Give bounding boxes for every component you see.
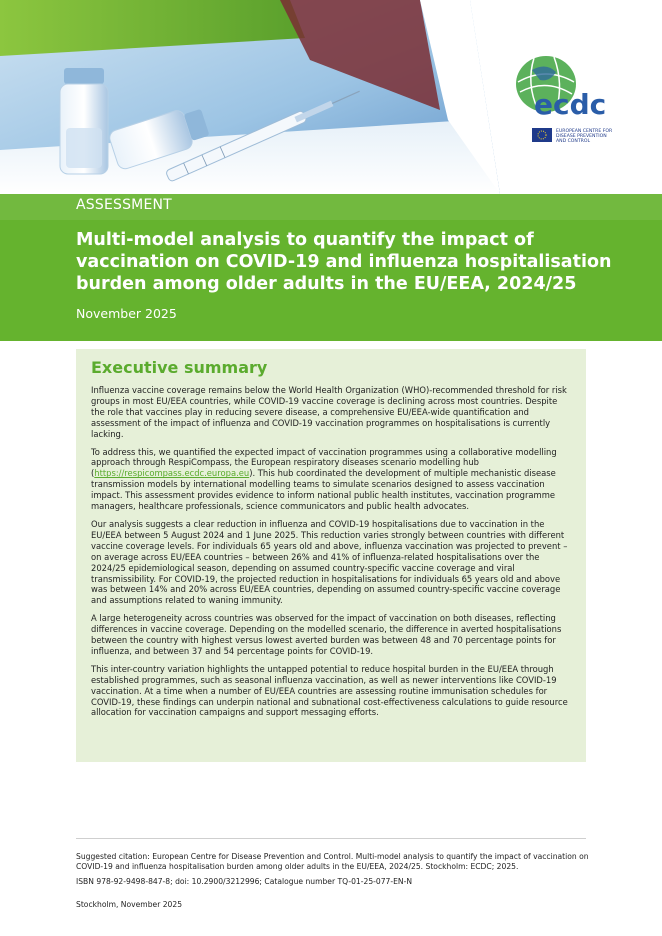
- ecdc-globe-icon: [512, 52, 620, 148]
- ecdc-logo: [512, 52, 620, 148]
- summary-paragraph-5: This inter-country variation highlights the untapped potential to reduce hospital burden in the EU/EEA through established programmes, such as seasonal influenza vaccination, as well as newer interventions like COVID-19 vaccination. At a time when a number of EU/EEA countries are assessing routine immunisation schedules for COVID-19, these findings can underpin national and subnational cost-effectiveness calculations to guide resource allocation for vaccination campaigns and support messaging efforts.: [91, 663, 568, 718]
- executive-summary-heading: Executive summary: [91, 358, 268, 377]
- svg-text:DISEASE PREVENTION: DISEASE PREVENTION: [556, 134, 607, 139]
- summary-paragraph-2-end: ). This hub coordinated the development of multiple mechanistic disease transmission models by international modelling teams to simulate scenarios designed to assess vaccination impact. This assessment provides evidence to inform national public health institutes, vaccination programme managers, healthcare professionals, science communicators and public health advocates.: [91, 468, 556, 512]
- summary-paragraph-4: A large heterogeneity across countries was observed for the impact of vaccination on both diseases, reflecting differences in vaccine coverage. Depending on the modelled scenario, the difference in averted hospitalisations between the country with highest versus lowest averted burden was between 48 and 70 percentage points for influenza, and between 37 and 54 percentage points for COVID-19.: [91, 613, 562, 656]
- place-date-line: Stockholm, November 2025: [76, 900, 183, 909]
- cover-image: [0, 0, 662, 194]
- document-category: ASSESSMENT: [76, 197, 172, 213]
- svg-text:ecdc: ecdc: [534, 88, 607, 121]
- summary-paragraph-3: Our analysis suggests a clear reduction in influenza and COVID-19 hospitalisations due to vaccination in the EU/EEA between 5 August 2024 and 1 June 2025. This reduction varies strongly between countries with different vaccine coverage levels. For individuals 65 years old and above, influenza vaccination was projected to prevent – on average across EU/EEA countries – between 26% and 41% of influenza-related hospitalisations over the 2024/25 epidemiological season, depending on assumed country-specific vaccine coverage and viral transmissibility. For COVID-19, the projected reduction in hospitalisations for individuals 65 years old and above was between 14% and 20% across EU/EEA countries, depending on assumed country-specific vaccine coverage and assumptions related to waning immunity.: [91, 518, 568, 606]
- summary-paragraph-2: [91, 447, 572, 512]
- respicompass-link[interactable]: https://respicompass.ecdc.europa.eu: [94, 468, 250, 479]
- svg-text:AND CONTROL: AND CONTROL: [556, 139, 591, 144]
- summary-paragraph-1: Influenza vaccine coverage remains below the World Health Organization (WHO)-recommended threshold for risk groups in most EU/EEA countries, while COVID-19 vaccine coverage is declining across most countries. Despite the role that vaccines play in reducing severe disease, a comprehensive EU/EEA-wide quantification and assessment of the impact of influenza and COVID-19 vaccination programmes on hospitalisations is currently lacking.: [91, 385, 567, 439]
- isbn-line: ISBN 978-92-9498-847-8; doi: 10.2900/3212996; Catalogue number TQ-01-25-077-EN-N: [76, 877, 413, 886]
- suggested-citation: Suggested citation: European Centre for Disease Prevention and Control. Multi-model analysis to quantify the impact of vaccination on COVID-19 and influenza hospitalisation burden among older adults in the EU/EEA, 2024/25. Stockholm: ECDC; 2025.: [76, 852, 589, 871]
- executive-summary-box: [76, 349, 586, 762]
- document-title: Multi-model analysis to quantify the impact of vaccination on COVID-19 and influenza hospitalisation burden among older adults in the EU/EEA, 2024/25: [76, 230, 612, 294]
- svg-text:EUROPEAN CENTRE FOR: EUROPEAN CENTRE FOR: [556, 129, 613, 134]
- footer-divider: [76, 838, 586, 839]
- summary-paragraph-2-start: To address this, we quantified the expected impact of vaccination programmes using a collaborative modelling approach through RespiCompass, the European respiratory diseases scenario modelling hub (: [91, 446, 557, 479]
- publication-date: November 2025: [76, 306, 177, 321]
